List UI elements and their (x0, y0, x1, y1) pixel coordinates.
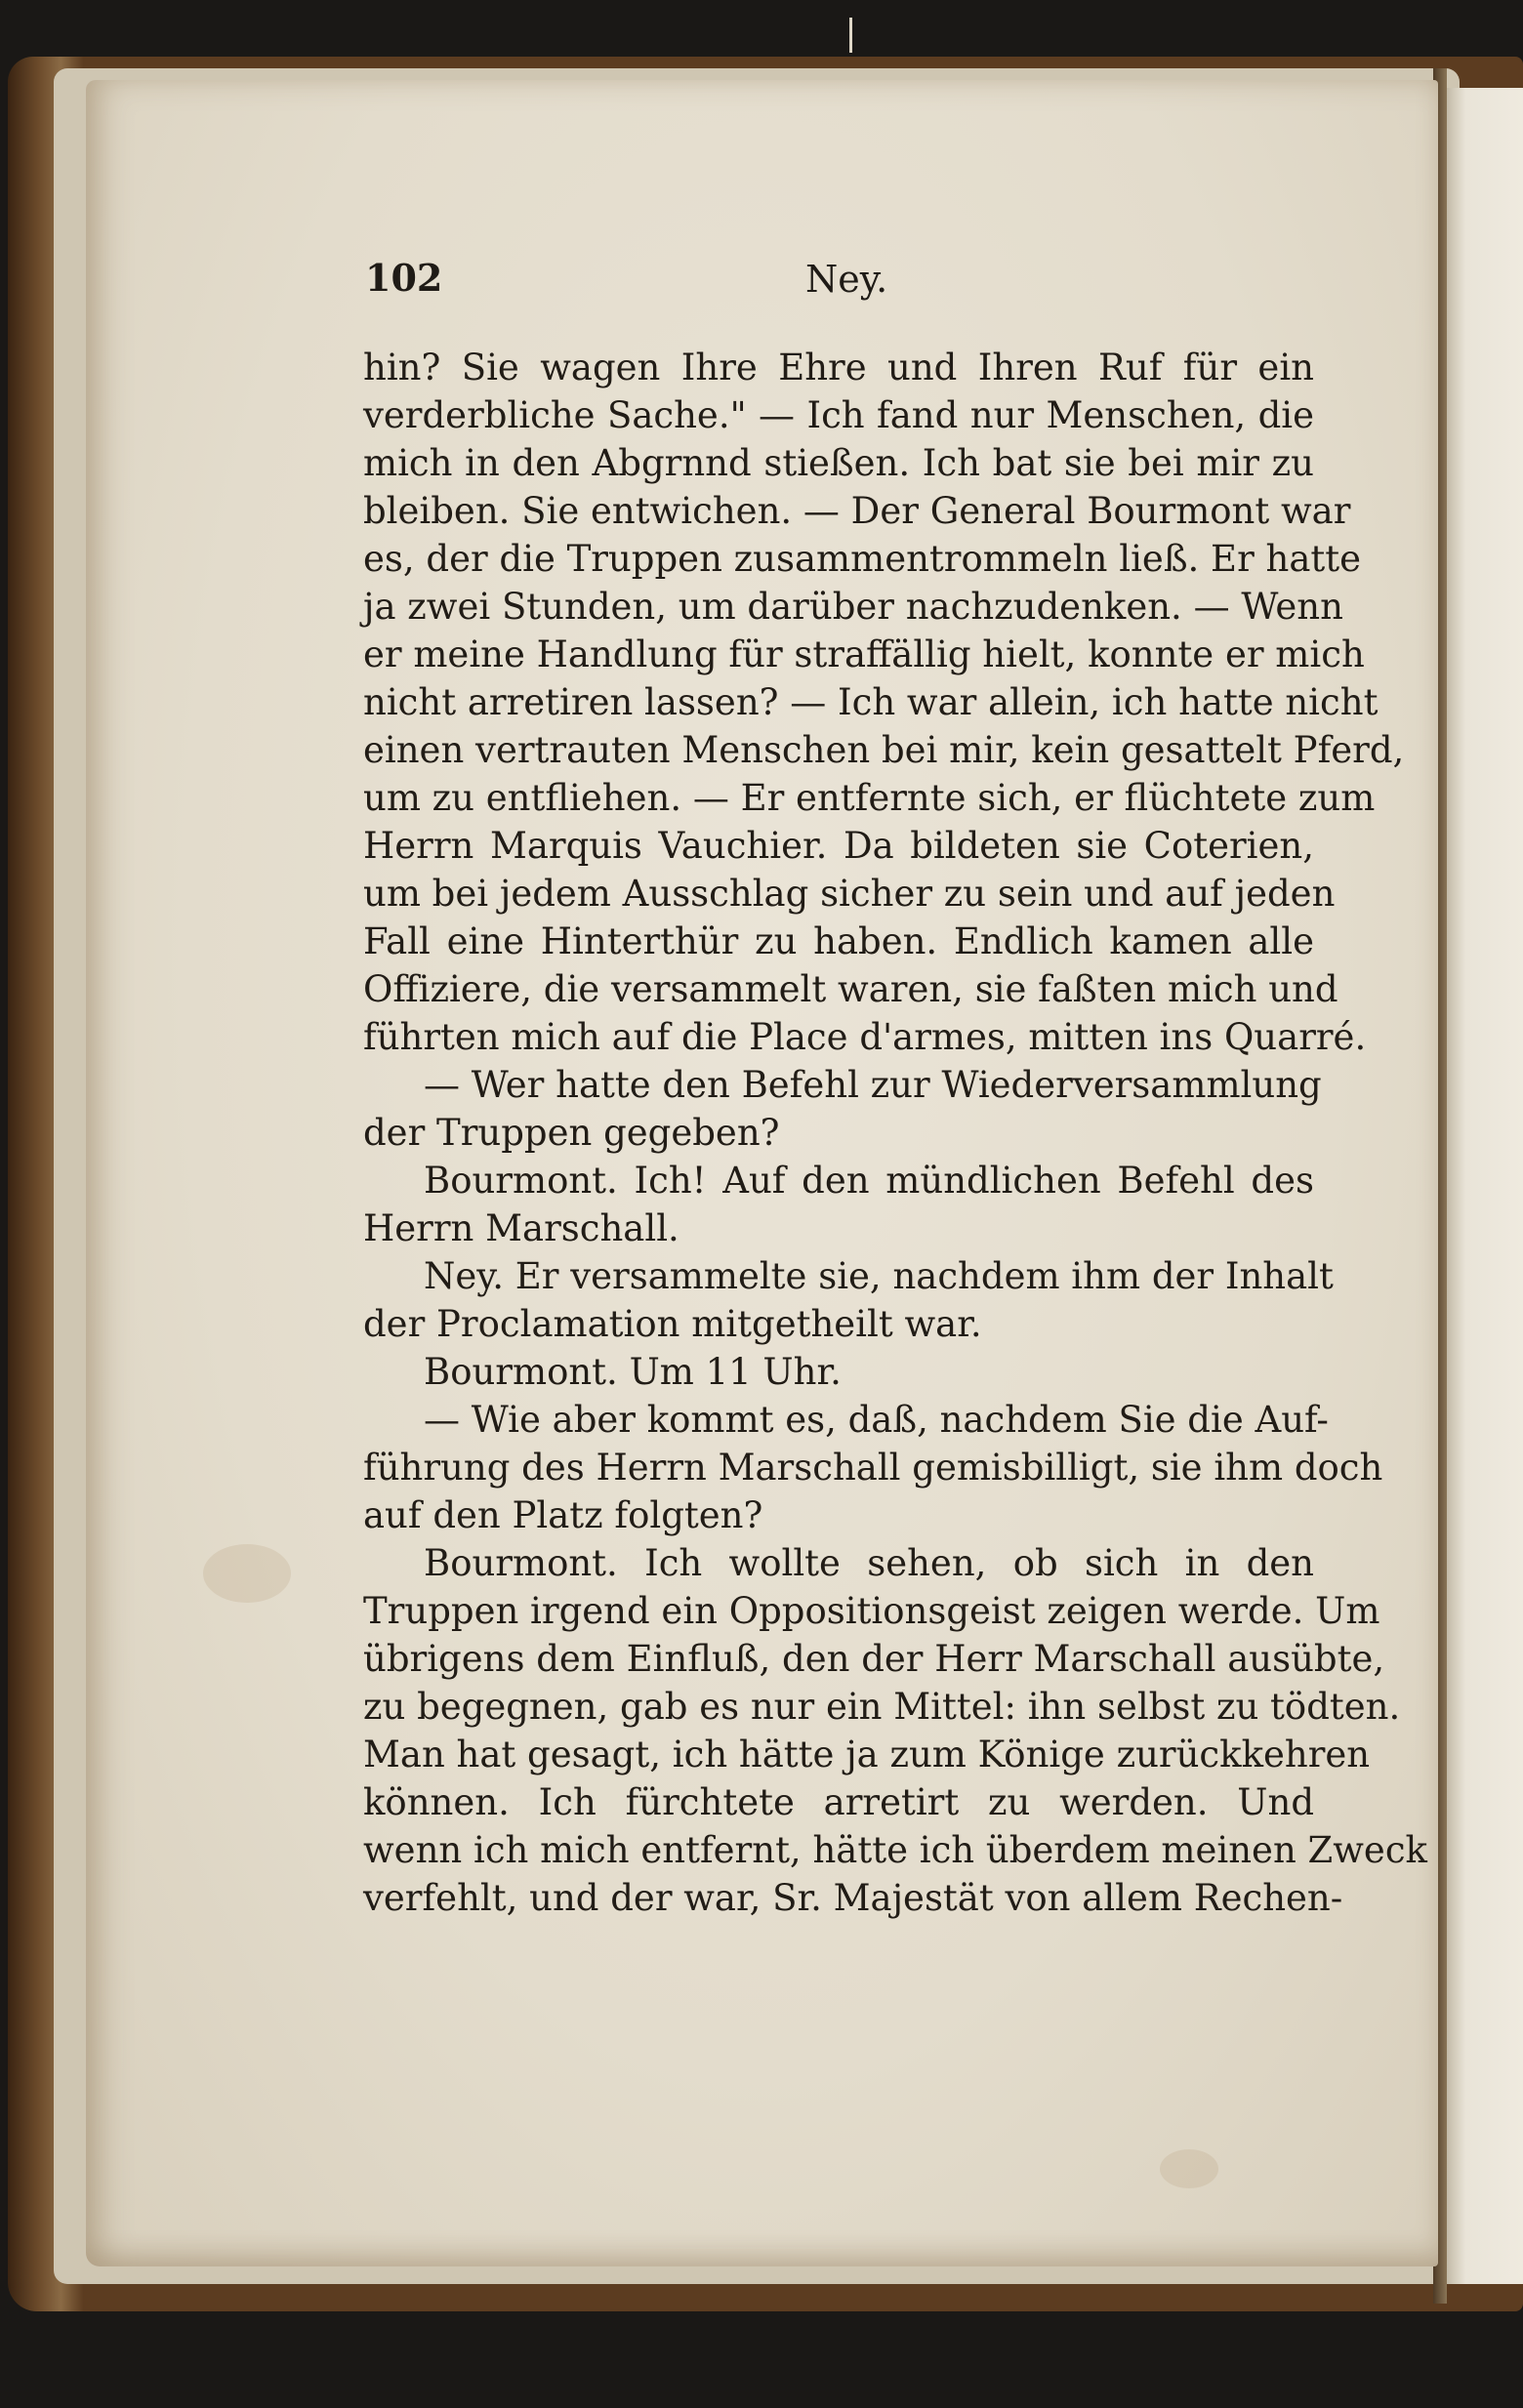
text-line: Bourmont. Ich wollte sehen, ob sich in den (424, 1542, 1314, 1584)
text-line: Fall eine Hinterthür zu haben. Endlich kamen alle (363, 920, 1314, 962)
running-head (361, 256, 1328, 314)
text-line: verderbliche Sache." — Ich fand nur Menschen, die (363, 394, 1314, 436)
text-line: führten mich auf die Place d'armes, mitten ins Quarré. (363, 1016, 1367, 1058)
text-line: hin? Sie wagen Ihre Ehre und Ihren Ruf für ein (363, 347, 1314, 388)
text-line: übrigens dem Einfluß, den der Herr Marschall ausübte, (363, 1638, 1385, 1680)
text-line: ja zwei Stunden, um darüber nachzudenken. — Wenn (363, 586, 1343, 628)
text-line: einen vertrauten Menschen bei mir, kein gesattelt Pferd, (363, 729, 1405, 771)
text-line: Truppen irgend ein Oppositionsgeist zeigen werde. Um (363, 1590, 1380, 1632)
text-line: Herrn Marschall. (363, 1207, 679, 1249)
text-line: es, der die Truppen zusammentrommeln ließ. Er hatte (363, 538, 1362, 580)
text-line: um bei jedem Ausschlag sicher zu sein und auf jeden (363, 873, 1336, 915)
text-line: zu begegnen, gab es nur ein Mittel: ihn selbst zu tödten. (363, 1686, 1401, 1728)
text-line: auf den Platz folgten? (363, 1494, 763, 1536)
text-line: der Proclamation mitgetheilt war. (363, 1303, 982, 1345)
body-text (363, 344, 1427, 1922)
running-title: Ney. (805, 258, 888, 301)
text-line: Man hat gesagt, ich hätte ja zum Könige zurückkehren (363, 1734, 1371, 1775)
text-line: Offiziere, die versammelt waren, sie faßten mich und (363, 968, 1338, 1010)
text-line: Bourmont. Ich! Auf den mündlichen Befehl des (424, 1160, 1314, 1202)
text-line: führung des Herrn Marschall gemisbilligt, sie ihm doch (363, 1447, 1383, 1489)
text-line: — Wie aber kommt es, daß, nachdem Sie die Auf- (424, 1399, 1329, 1441)
text-line: nicht arretiren lassen? — Ich war allein, ich hatte nicht (363, 681, 1379, 723)
text-line: der Truppen gegeben? (363, 1112, 780, 1154)
text-line: er meine Handlung für straffällig hielt, konnte er mich (363, 633, 1365, 675)
foxing-stain (203, 1544, 291, 1603)
text-line: um zu entfliehen. — Er entfernte sich, er flüchtete zum (363, 777, 1376, 819)
text-line: Bourmont. Um 11 Uhr. (424, 1351, 842, 1393)
text-line: können. Ich fürchtete arretirt zu werden. Und (363, 1781, 1314, 1823)
text-line: Ney. Er versammelte sie, nachdem ihm der Inhalt (424, 1255, 1334, 1297)
foxing-stain (1160, 2149, 1218, 2188)
text-line: mich in den Abgrnnd stießen. Ich bat sie bei mir zu (363, 442, 1314, 484)
text-line: verfehlt, und der war, Sr. Majestät von allem Rechen- (363, 1877, 1343, 1919)
text-line: bleiben. Sie entwichen. — Der General Bourmont war (363, 490, 1351, 532)
text-line: Herrn Marquis Vauchier. Da bildeten sie Coterien, (363, 825, 1314, 867)
facing-page-edge (1441, 88, 1523, 2284)
top-bookmark-strip (849, 18, 852, 53)
text-line: — Wer hatte den Befehl zur Wiederversammlung (424, 1064, 1322, 1106)
page-number: 102 (365, 256, 443, 300)
text-line: wenn ich mich entfernt, hätte ich überdem meinen Zweck (363, 1829, 1427, 1871)
